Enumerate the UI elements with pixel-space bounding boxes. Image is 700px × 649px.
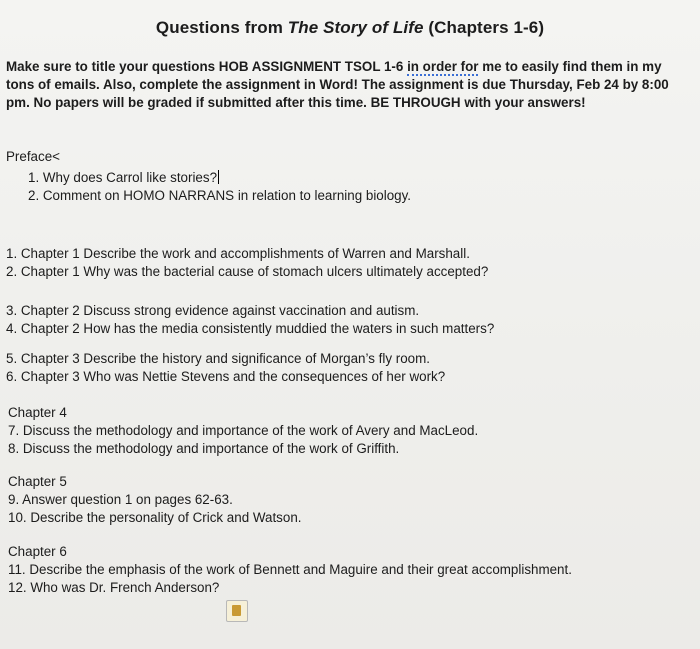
list-item: 9. Answer question 1 on pages 62-63. [8, 492, 233, 507]
list-item: 1. Chapter 1 Describe the work and accomplishments of Warren and Marshall. [6, 246, 470, 261]
title-suffix: (Chapters 1-6) [423, 18, 545, 37]
list-item [28, 169, 411, 187]
list-item: 5. Chapter 3 Describe the history and significance of Morgan’s fly room. [6, 351, 430, 366]
list-item: 8. Discuss the methodology and importance of the work of Griffith. [8, 441, 400, 456]
list-item: 2. Chapter 1 Why was the bacterial cause of stomach ulcers ultimately accepted? [6, 264, 489, 279]
preface-item-1: 1. Why does Carrol like stories? [28, 170, 218, 185]
intro-part-4: me to easily find them in my tons of emails. Also, complete the assignment in Word! The assignment is due Thursday, Feb 24 by 8:00 pm. No papers will be graded if submitted after this time. BE THROUGH with your answers! [6, 59, 669, 110]
question-group-4 [8, 404, 478, 458]
question-group-2 [6, 302, 494, 338]
intro-part-2: ASSIGNMENT TSOL 1-6 [251, 59, 408, 74]
intro-part-1: Make sure to title your questions HOB [6, 59, 252, 74]
question-group-1 [6, 245, 488, 281]
title-prefix: Questions from [155, 18, 288, 37]
list-item: 3. Chapter 2 Discuss strong evidence against vaccination and autism. [6, 303, 420, 318]
file-icon[interactable] [226, 600, 248, 622]
list-item: 4. Chapter 2 How has the media consistently muddied the waters in such matters? [6, 321, 495, 336]
title-book-name: The Story of Life [287, 18, 424, 37]
list-item: 2. Comment on HOMO NARRANS in relation to learning biology. [28, 188, 412, 203]
list-item: 10. Describe the personality of Crick and Watson. [8, 510, 302, 525]
question-group-5 [8, 473, 302, 527]
chapter-heading: Chapter 6 [8, 544, 67, 559]
page-title [0, 18, 700, 38]
text-cursor [218, 170, 219, 184]
question-group-3 [6, 350, 445, 386]
list-item: 11. Describe the emphasis of the work of Bennett and Maguire and their great accomplishment. [8, 562, 572, 577]
preface-list [28, 169, 411, 205]
list-item: 7. Discuss the methodology and importance of the work of Avery and MacLeod. [8, 423, 479, 438]
question-group-6 [8, 543, 572, 597]
list-item: 12. Who was Dr. French Anderson? [8, 580, 220, 595]
instructions-paragraph [6, 58, 690, 112]
chapter-heading: Chapter 5 [8, 474, 67, 489]
intro-part-3: in order for [407, 59, 479, 74]
list-item: 6. Chapter 3 Who was Nettie Stevens and the consequences of her work? [6, 369, 446, 384]
preface-heading: Preface< [6, 149, 60, 164]
chapter-heading: Chapter 4 [8, 405, 67, 420]
